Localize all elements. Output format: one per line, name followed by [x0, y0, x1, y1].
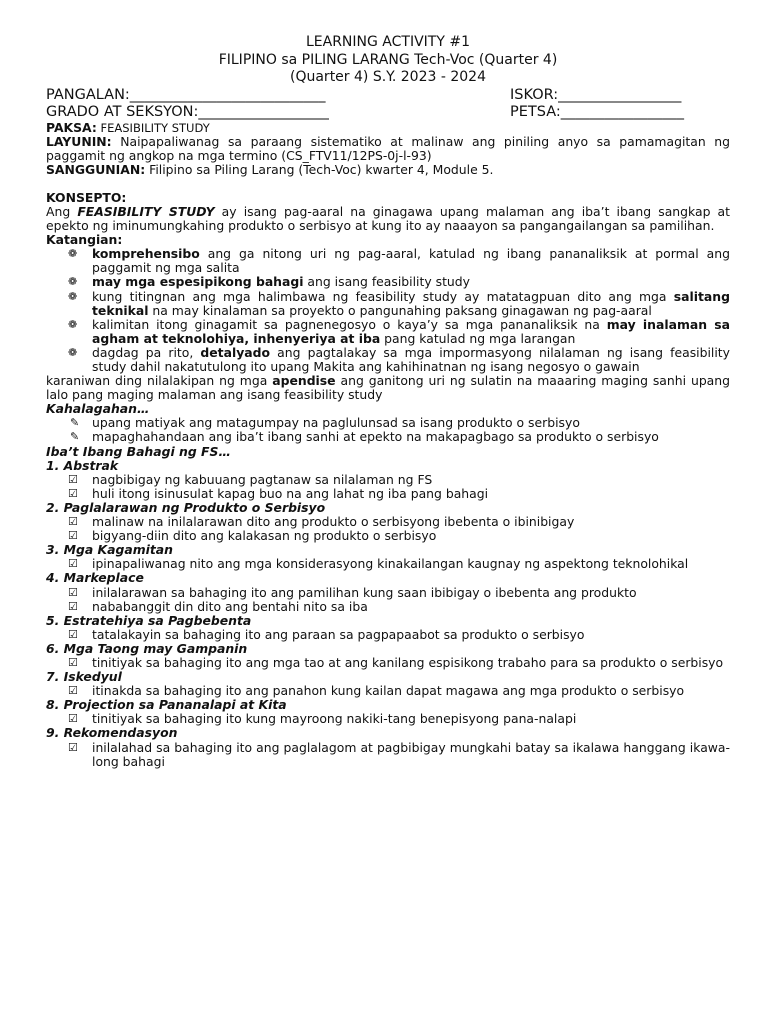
section-title: 8. Projection sa Pananalapi at Kita — [46, 697, 287, 713]
bahagi-label: Iba’t Ibang Bahagi ng FS… — [46, 443, 231, 459]
checkbox-icon: ☑ — [68, 655, 78, 669]
section-title: 6. Mga Taong may Gampanin — [46, 640, 248, 656]
layunin-label: LAYUNIN: — [46, 133, 112, 149]
section-date-row — [46, 104, 730, 121]
paksa-value: FEASIBILITY STUDY — [96, 120, 210, 135]
checkbox-icon: ☑ — [68, 472, 78, 486]
list-item: ☑ inilalahad sa bahaging ito ang paglalagom at pagbibigay mungkahi batay sa ikalawa hanggang ikawa-long bahagi — [68, 739, 730, 769]
school-year: (Quarter 4) S.Y. 2023 - 2024 — [290, 69, 486, 85]
konsepto-term: FEASIBILITY STUDY — [77, 203, 215, 219]
list-item: ❁ komprehensibo ang ga nitong uri ng pag-aaral, katulad ng ibang pananaliksik at pormal ang paggamit ng mga salita — [68, 246, 730, 276]
list-item: ❁ kalimitan itong ginagamit sa pagnenegosyo o kaya’y sa mga pananaliksik na may inalaman sa agham at teknolohiya, inhenyeriya at iba pang katulad ng mga larangan — [68, 316, 730, 346]
gear-star-bullet-icon: ❁ — [68, 247, 78, 261]
list-item: ☑ ipinapaliwanag nito ang mga konsiderasyong kinakailangan kaugnay ng aspektong teknolohikal — [68, 556, 689, 572]
section-title: 9. Rekomendasyon — [46, 725, 178, 741]
apendise-paragraph: karaniwan ding nilalakipan ng mga apendise ang ganitong uri ng sulatin na maaaring maging sanhi upang lalo pang maging malaman ang isang feasibility study — [46, 373, 730, 403]
paksa-label: PAKSA: — [46, 119, 97, 135]
section-title: 5. Estratehiya sa Pagbebenta — [46, 612, 252, 628]
section-title: 7. Iskedyul — [46, 669, 122, 685]
list-item: ✎ upang matiyak ang matagumpay na paglulunsad sa isang produkto o serbisyo — [70, 415, 580, 431]
konsepto-label: KONSEPTO: — [46, 189, 127, 205]
paksa-line — [46, 121, 730, 135]
checkbox-icon: ☑ — [68, 684, 78, 698]
iskor-field[interactable]: ISKOR:_________________ — [510, 86, 682, 103]
list-item: ☑ tinitiyak sa bahaging ito ang mga tao at ang kanilang espisikong trabaho para sa produkto o serbisyo — [68, 654, 724, 670]
list-item: ❁ may mga espesipikong bahagi ang isang feasibility study — [68, 274, 470, 290]
list-item: ✎ mapaghahandaan ang iba’t ibang sanhi at epekto na makapagbago sa produkto o serbisyo — [70, 429, 659, 445]
list-item: ☑ nagbibigay ng kabuuang pagtanaw sa nilalaman ng FS — [68, 471, 433, 487]
subject-title: FILIPINO sa PILING LARANG Tech-Voc (Quarter 4) — [218, 51, 558, 68]
list-item: ☑ tatalakayin sa bahaging ito ang paraan sa pagpapaabot sa produkto o serbisyo — [68, 626, 585, 642]
list-item: ❁ kung titingnan ang mga halimbawa ng feasibility study ay matatagpuan dito ang mga salitang teknikal na may kinalaman sa proyekto o pangunahing paksang ginagawan ng pag-aaral — [68, 288, 730, 318]
kahalagahan-label: Kahalagahan… — [46, 401, 150, 417]
list-item: ☑ inilalarawan sa bahaging ito ang pamilihan kung saan ibibigay o ibebenta ang produkto — [68, 584, 637, 600]
checkbox-icon: ☑ — [68, 557, 78, 571]
checkbox-icon: ☑ — [68, 486, 78, 500]
name-score-row — [46, 87, 730, 104]
section-list — [46, 586, 730, 614]
section-list — [46, 557, 730, 571]
gear-star-bullet-icon: ❁ — [68, 345, 78, 359]
activity-title: LEARNING ACTIVITY #1 — [305, 34, 470, 50]
list-item: ❁ dagdag pa rito, detalyado ang pagtalakay sa mga impormasyong nilalaman ng isang feasibility study dahil nakatutulong ito upang Makita ang kahihinatnan ng isang negosyo o gawain — [68, 344, 730, 374]
worksheet-header — [46, 34, 730, 87]
kahalagahan-heading — [46, 402, 730, 416]
gear-star-bullet-icon: ❁ — [68, 275, 78, 289]
layunin-line — [46, 135, 730, 163]
list-item: ☑ itinakda sa bahaging ito ang panahon kung kailan dapat magawa ang mga produkto o serbisyo — [68, 683, 685, 699]
section-title: 2. Paglalarawan ng Produkto o Serbisyo — [46, 499, 326, 515]
petsa-field[interactable]: PETSA:_________________ — [510, 103, 685, 120]
checkbox-icon: ☑ — [68, 627, 78, 641]
section-title: 4. Markeplace — [46, 570, 144, 586]
checkbox-icon: ☑ — [68, 585, 78, 599]
list-item: ☑ bigyang-diin dito ang kalakasan ng produkto o serbisyo — [68, 528, 437, 544]
section-list — [46, 628, 730, 642]
kahalagahan-list — [46, 416, 730, 444]
list-item: ☑ nababanggit din dito ang bentahi nito sa iba — [68, 598, 368, 614]
pen-bullet-icon: ✎ — [70, 430, 80, 444]
pen-bullet-icon: ✎ — [70, 416, 80, 430]
section-title: 1. Abstrak — [46, 457, 119, 473]
katangian-label: Katangian: — [46, 232, 123, 248]
konsepto-pre: Ang — [46, 203, 78, 219]
worksheet-page — [46, 34, 730, 769]
layunin-value: Naipapaliwanag sa paraang sistematiko at malinaw ang piniling anyo sa pamamagitan ng paggamit ng angkop na mga termino (CS_FTV11/12PS-0j-l-93) — [46, 133, 730, 163]
konsepto-paragraph — [46, 205, 730, 233]
list-item: ☑ huli itong isinusulat kapag buo na ang lahat ng iba pang bahagi — [68, 485, 489, 501]
section-list — [46, 515, 730, 543]
checkbox-icon: ☑ — [68, 599, 78, 613]
katangian-list — [46, 247, 730, 374]
section-list — [46, 712, 730, 726]
section-list — [46, 741, 730, 769]
section-list — [46, 473, 730, 501]
checkbox-icon: ☑ — [68, 515, 78, 529]
section-list — [46, 656, 730, 670]
gear-star-bullet-icon: ❁ — [68, 317, 78, 331]
list-item: ☑ tinitiyak sa bahaging ito kung mayroong nakiki-tang benepisyong pana-nalapi — [68, 711, 577, 727]
grado-seksyon-field[interactable]: GRADO AT SEKSYON:__________________ — [46, 103, 329, 120]
checkbox-icon: ☑ — [68, 529, 78, 543]
gear-star-bullet-icon: ❁ — [68, 289, 78, 303]
checkbox-icon: ☑ — [68, 712, 78, 726]
list-item: ☑ malinaw na inilalarawan dito ang produkto o serbisyong ibebenta o ibinibigay — [68, 514, 575, 530]
bahagi-heading — [46, 445, 730, 459]
section-list — [46, 684, 730, 698]
konsepto-post: ay isang pag-aaral na ginagawa upang malaman ang iba’t ibang sangkap at epekto ng iminumungkahing produkto o serbisyo at kung ito ay naaayon sa pangangailangan sa pamilihan. — [46, 203, 730, 234]
pangalan-field[interactable]: PANGALAN:___________________________ — [46, 86, 326, 103]
katangian-heading — [46, 233, 730, 247]
konsepto-heading — [46, 191, 730, 205]
sanggunian-label: SANGGUNIAN: — [46, 161, 146, 177]
checkbox-icon: ☑ — [68, 740, 78, 754]
section-title: 3. Mga Kagamitan — [46, 542, 173, 558]
sanggunian-line — [46, 163, 730, 177]
sanggunian-value: Filipino sa Piling Larang (Tech-Voc) kwarter 4, Module 5. — [145, 161, 494, 177]
